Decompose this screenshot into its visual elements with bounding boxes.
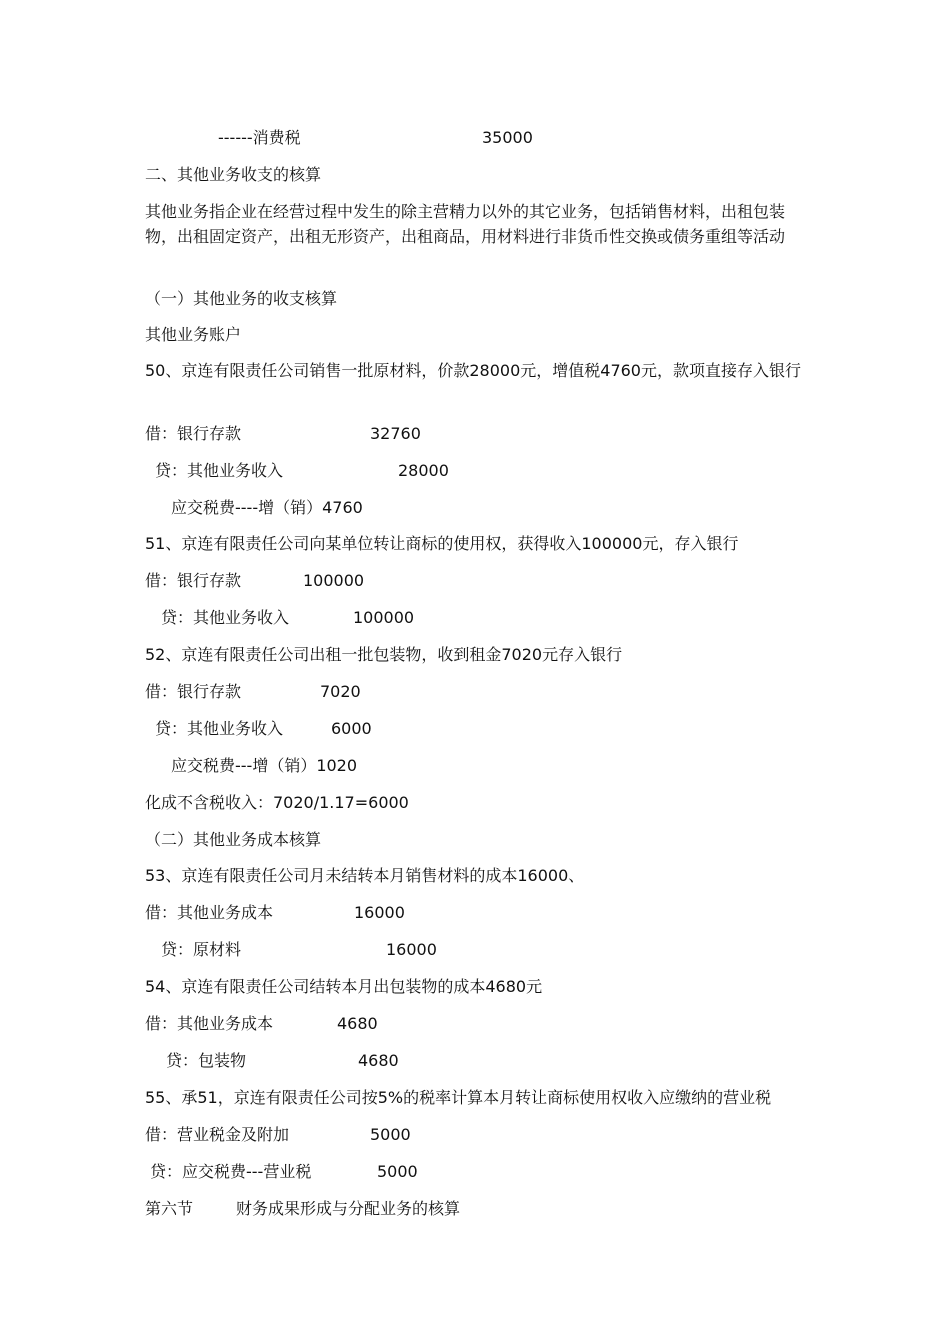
consumption-tax-line-label: ------消费税 [218,128,301,147]
example-54-text: 54、京连有限责任公司结转本月出包装物的成本4680元 [145,977,543,996]
subsection-heading-income: （一）其他业务的收支核算 [145,289,338,308]
entry-54-credit-account: 贷：包装物 [166,1051,247,1070]
entry-53-debit-amount: 16000 [354,903,405,922]
entry-54-debit-account: 借：其他业务成本 [145,1014,274,1033]
example-50-text: 50、京连有限责任公司销售一批原材料，价款28000元，增值税4760元，款项直接存入银行 [145,361,801,380]
entry-52-debit-amount: 7020 [320,682,361,701]
entry-55-credit-amount: 5000 [377,1162,418,1181]
other-business-definition: 其他业务指企业在经营过程中发生的除主营精力以外的其它业务，包括销售材料，出租包装物，出租固定资产，出租无形资产，出租商品，用材料进行非货币性交换或债务重组等活动 [145,202,786,246]
entry-54-debit-amount: 4680 [337,1014,378,1033]
entry-51-debit-account: 借：银行存款 [145,571,242,590]
entry-50-debit-account: 借：银行存款 [145,424,242,443]
entry-51-credit-amount: 100000 [353,608,415,627]
example-53-text: 53、京连有限责任公司月未结转本月销售材料的成本16000、 [145,866,585,885]
entry-51-credit-account: 贷：其他业务收入 [161,608,290,627]
entry-55-debit-account: 借：营业税金及附加 [145,1125,290,1144]
entry-52-debit-account: 借：银行存款 [145,682,242,701]
entry-50-credit-amount: 28000 [398,461,449,480]
account-title-line: 其他业务账户 [145,325,242,344]
entry-55-debit-amount: 5000 [370,1125,411,1144]
consumption-tax-line-amount: 35000 [482,128,533,147]
entry-53-credit-account: 贷：原材料 [161,940,242,959]
subsection-heading-cost: （二）其他业务成本核算 [145,830,322,849]
entry-50-credit-vat: 应交税费----增（销）4760 [171,498,363,517]
section-heading-other-business: 二、其他业务收支的核算 [145,165,322,184]
entry-54-credit-amount: 4680 [358,1051,399,1070]
example-55-text: 55、承51，京连有限责任公司按5%的税率计算本月转让商标使用权收入应缴纳的营业税 [145,1088,772,1107]
section-number: 第六节 [145,1199,194,1218]
entry-53-debit-account: 借：其他业务成本 [145,903,274,922]
example-52-text: 52、京连有限责任公司出租一批包装物，收到租金7020元存入银行 [145,645,623,664]
tax-exclusive-calculation: 化成不含税收入：7020/1.17=6000 [145,793,409,812]
entry-55-credit-account: 贷：应交税费---营业税 [150,1162,312,1181]
entry-53-credit-amount: 16000 [386,940,437,959]
entry-50-debit-amount: 32760 [370,424,421,443]
entry-52-credit-account: 贷：其他业务收入 [155,719,284,738]
example-51-text: 51、京连有限责任公司向某单位转让商标的使用权，获得收入100000元，存入银行 [145,534,739,553]
section-title: 财务成果形成与分配业务的核算 [236,1199,461,1218]
entry-50-credit-account: 贷：其他业务收入 [155,461,284,480]
entry-51-debit-amount: 100000 [303,571,365,590]
entry-52-credit-vat: 应交税费---增（销）1020 [171,756,358,775]
entry-52-credit-amount: 6000 [331,719,372,738]
